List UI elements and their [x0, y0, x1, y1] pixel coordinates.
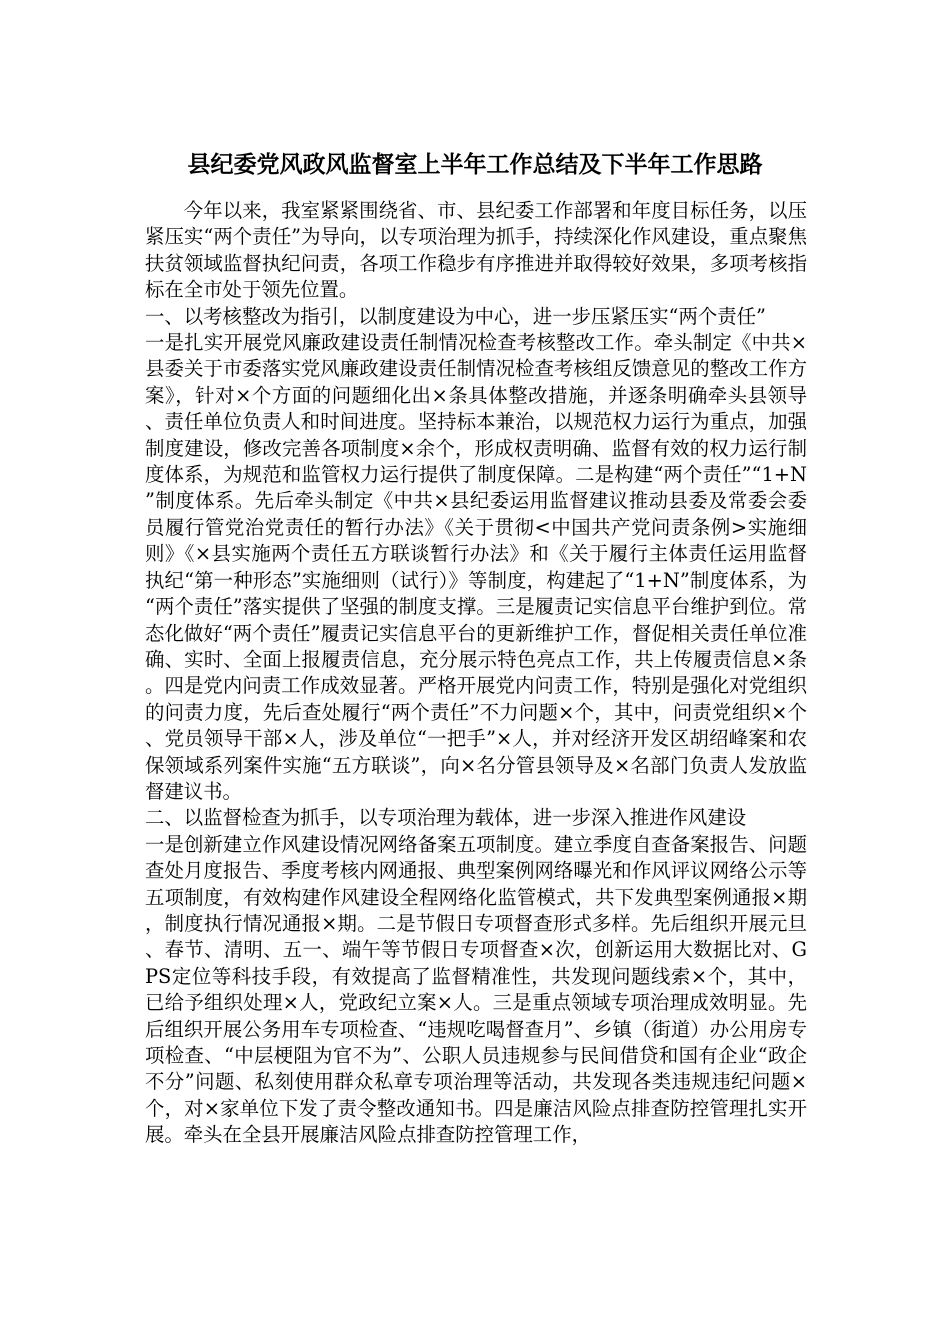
section-heading-1: 一、以考核整改为指引，以制度建设为中心，进一步压紧压实“两个责任” — [145, 304, 766, 328]
section-2-paragraph: 一是创新建立作风建设情况网络备案五项制度。建立季度自查备案报告、问题查处月度报告、季度考核内网通报、典型案例网络曝光和作风评议网络公示等五项制度，有效构建作风建设全程网络化监管模式，共下发典型案例通报×期，制度执行情况通报×期。二是节假日专项督查形式多样。先后组织开展元旦、春节、清明、五一、端午等节假日专项督查×次，创新运用大数据比对、GPS定位等科技手段，有效提高了监督精准性，共发现问题线索×个，其中，已给予组织处理×人，党政纪立案×人。三是重点领域专项治理成效明显。先后组织开展公务用车专项检查、“违规吃喝督查月”、乡镇（街道）办公用房专项检查、“中层梗阻为官不为”、公职人员违规参与民间借贷和国有企业“政企不分”问题、私刻使用群众私章专项治理等活动，共发现各类违规违纪问题×个，对×家单位下发了责令整改通知书。四是廉洁风险点排查防控管理扎实开展。牵头在全县开展廉洁风险点排查防控管理工作， — [145, 832, 807, 1147]
section-heading-2: 二、以监督检查为抓手，以专项治理为载体，进一步深入推进作风建设 — [145, 806, 747, 830]
document-title: 县纪委党风政风监督室上半年工作总结及下半年工作思路 — [187, 152, 763, 179]
intro-paragraph: 今年以来，我室紧紧围绕省、市、县纪委工作部署和年度目标任务，以压紧压实“两个责任”为导向，以专项治理为抓手，持续深化作风建设，重点聚焦扶贫领域监督执纪问责，各项工作稳步有序推进并取得较好效果，多项考核指标在全市处于领先位置。 — [145, 199, 807, 302]
section-1-paragraph: 一是扎实开展党风廉政建设责任制情况检查考核整改工作。牵头制定《中共×县委关于市委落实党风廉政建设责任制情况检查考核组反馈意见的整改工作方案》，针对×个方面的问题细化出×条具体整改措施，并逐条明确牵头县领导、责任单位负责人和时间进度。坚持标本兼治，以规范权力运行为重点，加强制度建设，修改完善各项制度×余个，形成权责明确、监督有效的权力运行制度体系，为规范和监管权力运行提供了制度保障。二是构建“两个责任”“1+N”制度体系。先后牵头制定《中共×县纪委运用监督建议推动县委及常委会委员履行管党治党责任的暂行办法》《关于贯彻<中国共产党问责条例>实施细则》《×县实施两个责任五方联谈暂行办法》和《关于履行主体责任运用监督执纪“第一种形态”实施细则（试行）》等制度，构建起了“1+N”制度体系，为“两个责任”落实提供了坚强的制度支撑。三是履责记实信息平台维护到位。常态化做好“两个责任”履责记实信息平台的更新维护工作，督促相关责任单位准确、实时、全面上报履责信息，充分展示特色亮点工作，共上传履责信息×条。四是党内问责工作成效显著。严格开展党内问责工作，特别是强化对党组织的问责力度，先后查处履行“两个责任”不力问题×个，其中，问责党组织×个、党员领导干部×人，涉及单位“一把手”×人，并对经济开发区胡绍峰案和农保领域系列案件实施“五方联谈”，向×名分管县领导及×名部门负责人发放监督建议书。 — [145, 331, 807, 803]
document-body — [145, 198, 807, 1149]
